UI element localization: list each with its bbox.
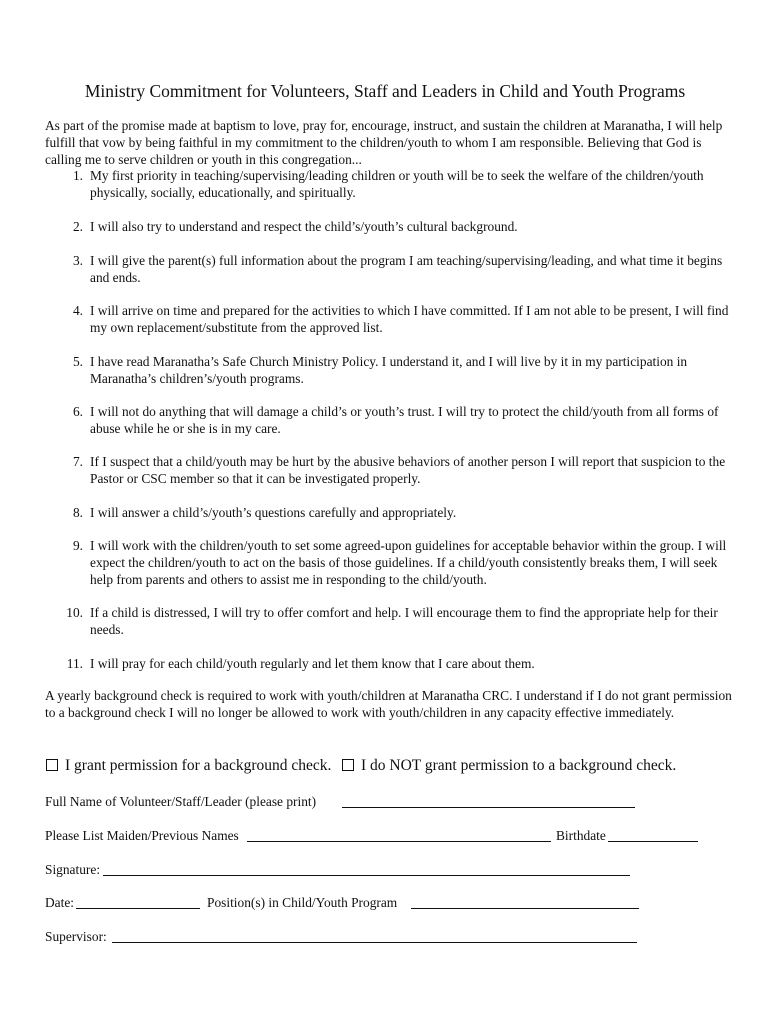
position-label: Position(s) in Child/Youth Program [207,895,398,910]
signature-label: Signature: [45,862,101,877]
item-number: 8. [72,505,83,520]
position-field[interactable] [411,908,639,909]
item-text: I have read Maranatha’s Safe Church Ministry Policy. I understand it, and I will live by it in my participation in Maranatha’s children’s/youth programs. [90,354,688,386]
item-text: I will pray for each child/youth regularly and let them know that I care about them. [90,656,535,671]
item-text: If I suspect that a child/youth may be hurt by the abusive behaviors of another person I will report that suspicion to the Pastor or CSC member so that it can be investigated properly. [90,454,726,486]
full-name-label: Full Name of Volunteer/Staff/Leader (please print) [45,794,317,809]
background-check-paragraph: A yearly background check is required to work with youth/children at Maranatha CRC. I understand if I do not grant permission to a background check I will no longer be allowed to work with youth/children in any capacity effective immediately. [45,688,732,720]
item-text: I will answer a child’s/youth’s questions carefully and appropriately. [90,505,457,520]
maiden-names-field[interactable] [247,841,551,842]
signature-field[interactable] [103,875,630,876]
item-number: 7. [72,454,83,469]
birthdate-label: Birthdate [556,828,606,843]
birthdate-field[interactable] [608,841,698,842]
item-number: 11. [66,656,83,671]
item-text: I will work with the children/youth to set some agreed-upon guidelines for acceptable behavior within the group. I will expect the children/youth to act on the basis of those guidelines. If a child/youth consistently breaks them, I will seek help from parents and others to assist me in responding to the child/youth. [90,538,727,587]
document-title: Ministry Commitment for Volunteers, Staff and Leaders in Child and Youth Programs [84,81,686,101]
item-number: 4. [72,303,83,318]
item-text: I will arrive on time and prepared for the activities to which I have committed. If I am not able to be present, I will find my own replacement/substitute from the approved list. [90,303,729,335]
item-number: 1. [72,168,83,183]
intro-paragraph: As part of the promise made at baptism to love, pray for, encourage, instruct, and sustain the children at Maranatha, I will help fulfill that vow by being faithful in my commitment to the children/youth to whom I am responsible. Believing that God is calling me to serve children or youth in this congregation... [45,118,723,167]
item-text: I will not do anything that will damage a child’s or youth’s trust. I will try to protect the child/youth from all forms of abuse while he or she is in my care. [90,404,719,436]
date-field[interactable] [76,908,200,909]
deny-permission-label: I do NOT grant permission to a background check. [361,757,677,774]
item-text: If a child is distressed, I will try to offer comfort and help. I will encourage them to find the appropriate help for their needs. [90,605,718,637]
item-number: 9. [72,538,83,553]
supervisor-label: Supervisor: [45,929,107,944]
grant-permission-label: I grant permission for a background check. [65,757,332,774]
item-number: 2. [72,219,83,234]
item-number: 6. [72,404,83,419]
maiden-names-label: Please List Maiden/Previous Names [45,828,239,843]
item-text: I will also try to understand and respect the child’s/youth’s cultural background. [90,219,518,234]
grant-permission-option[interactable] [46,756,331,776]
item-number: 5. [72,354,83,369]
deny-checkbox[interactable] [342,759,354,771]
grant-checkbox[interactable] [46,759,58,771]
item-text: My first priority in teaching/supervising/leading children or youth will be to seek the welfare of the children/youth physically, socially, educationally, and spiritually. [90,168,704,200]
deny-permission-option[interactable] [342,756,676,776]
item-text: I will give the parent(s) full information about the program I am teaching/supervising/leading, and what time it begins and ends. [90,253,723,285]
full-name-field[interactable] [342,807,635,808]
item-number: 10. [66,605,83,620]
item-number: 3. [72,253,83,268]
supervisor-field[interactable] [112,942,637,943]
date-label: Date: [45,895,74,910]
